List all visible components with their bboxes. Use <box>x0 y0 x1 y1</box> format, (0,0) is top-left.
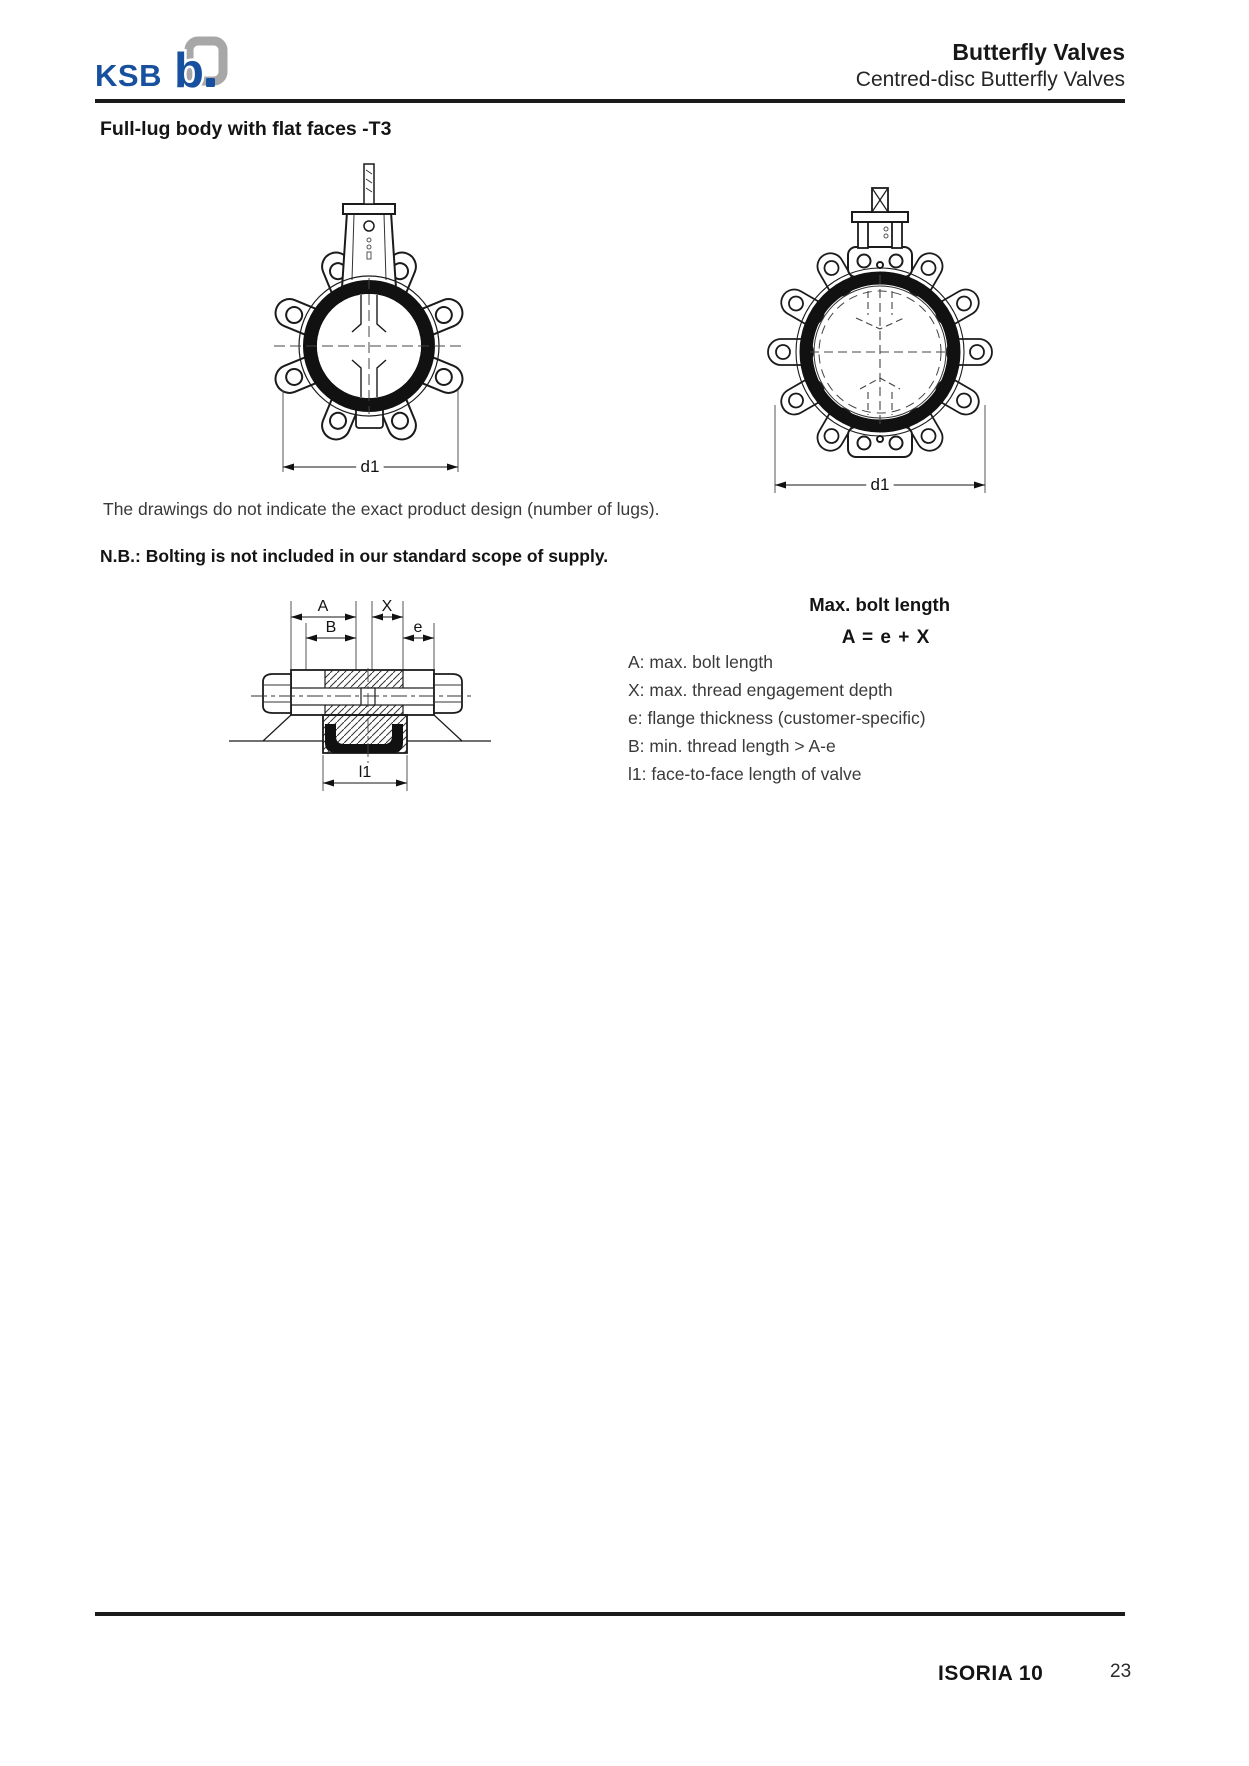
dim-A <box>291 598 356 621</box>
left-valve-drawing <box>228 148 512 480</box>
footer-rule <box>95 1612 1125 1616</box>
dim-label-a: A <box>317 598 329 615</box>
right-valve-neck <box>852 188 908 248</box>
left-valve-neck <box>342 164 396 288</box>
dim-label-l1: l1 <box>358 764 372 781</box>
legend-item-l1: l1: face-to-face length of valve <box>628 764 862 784</box>
left-valve-d1-label: d1 <box>360 457 380 476</box>
legend-item-a: A: max. bolt length <box>628 652 773 672</box>
doc-title: Butterfly Valves <box>952 39 1125 65</box>
section-title: Full-lug body with flat faces -T3 <box>100 118 392 140</box>
nb-note: N.B.: Bolting is not included in our standard scope of supply. <box>100 546 609 566</box>
ksb-logo-text: KSB <box>95 58 162 93</box>
dim-e <box>403 619 434 642</box>
doc-subtitle: Centred-disc Butterfly Valves <box>855 67 1125 91</box>
dim-B <box>306 619 356 642</box>
dim-label-e: e <box>413 619 423 636</box>
right-valve-d1-label: d1 <box>870 475 890 494</box>
legend-item-e: e: flange thickness (customer-specific) <box>628 708 926 728</box>
footer-page-number: 23 <box>1110 1661 1132 1682</box>
ksb-logo-icon <box>172 36 230 96</box>
svg-text:b: b <box>173 44 204 96</box>
ksb-logo <box>95 36 230 96</box>
max-bolt-length-heading: Max. bolt length <box>809 594 950 615</box>
bolt-section-drawing <box>225 575 495 815</box>
legend-item-b: B: min. thread length > A-e <box>628 736 836 756</box>
legend-item-x: X: max. thread engagement depth <box>628 680 893 700</box>
dim-X <box>372 598 403 621</box>
dim-label-b: B <box>325 619 337 636</box>
footer-product-name: ISORIA 10 <box>938 1662 1044 1685</box>
bolt-length-formula: A = e + X <box>841 627 931 648</box>
dim-l1 <box>323 755 407 791</box>
right-valve-drawing <box>658 153 1022 517</box>
drawing-note: The drawings do not indicate the exact product design (number of lugs). <box>103 499 660 519</box>
header-right <box>856 38 1125 93</box>
header-rule <box>95 99 1125 103</box>
bolt-legend <box>628 652 926 792</box>
dim-label-x: X <box>381 598 393 615</box>
